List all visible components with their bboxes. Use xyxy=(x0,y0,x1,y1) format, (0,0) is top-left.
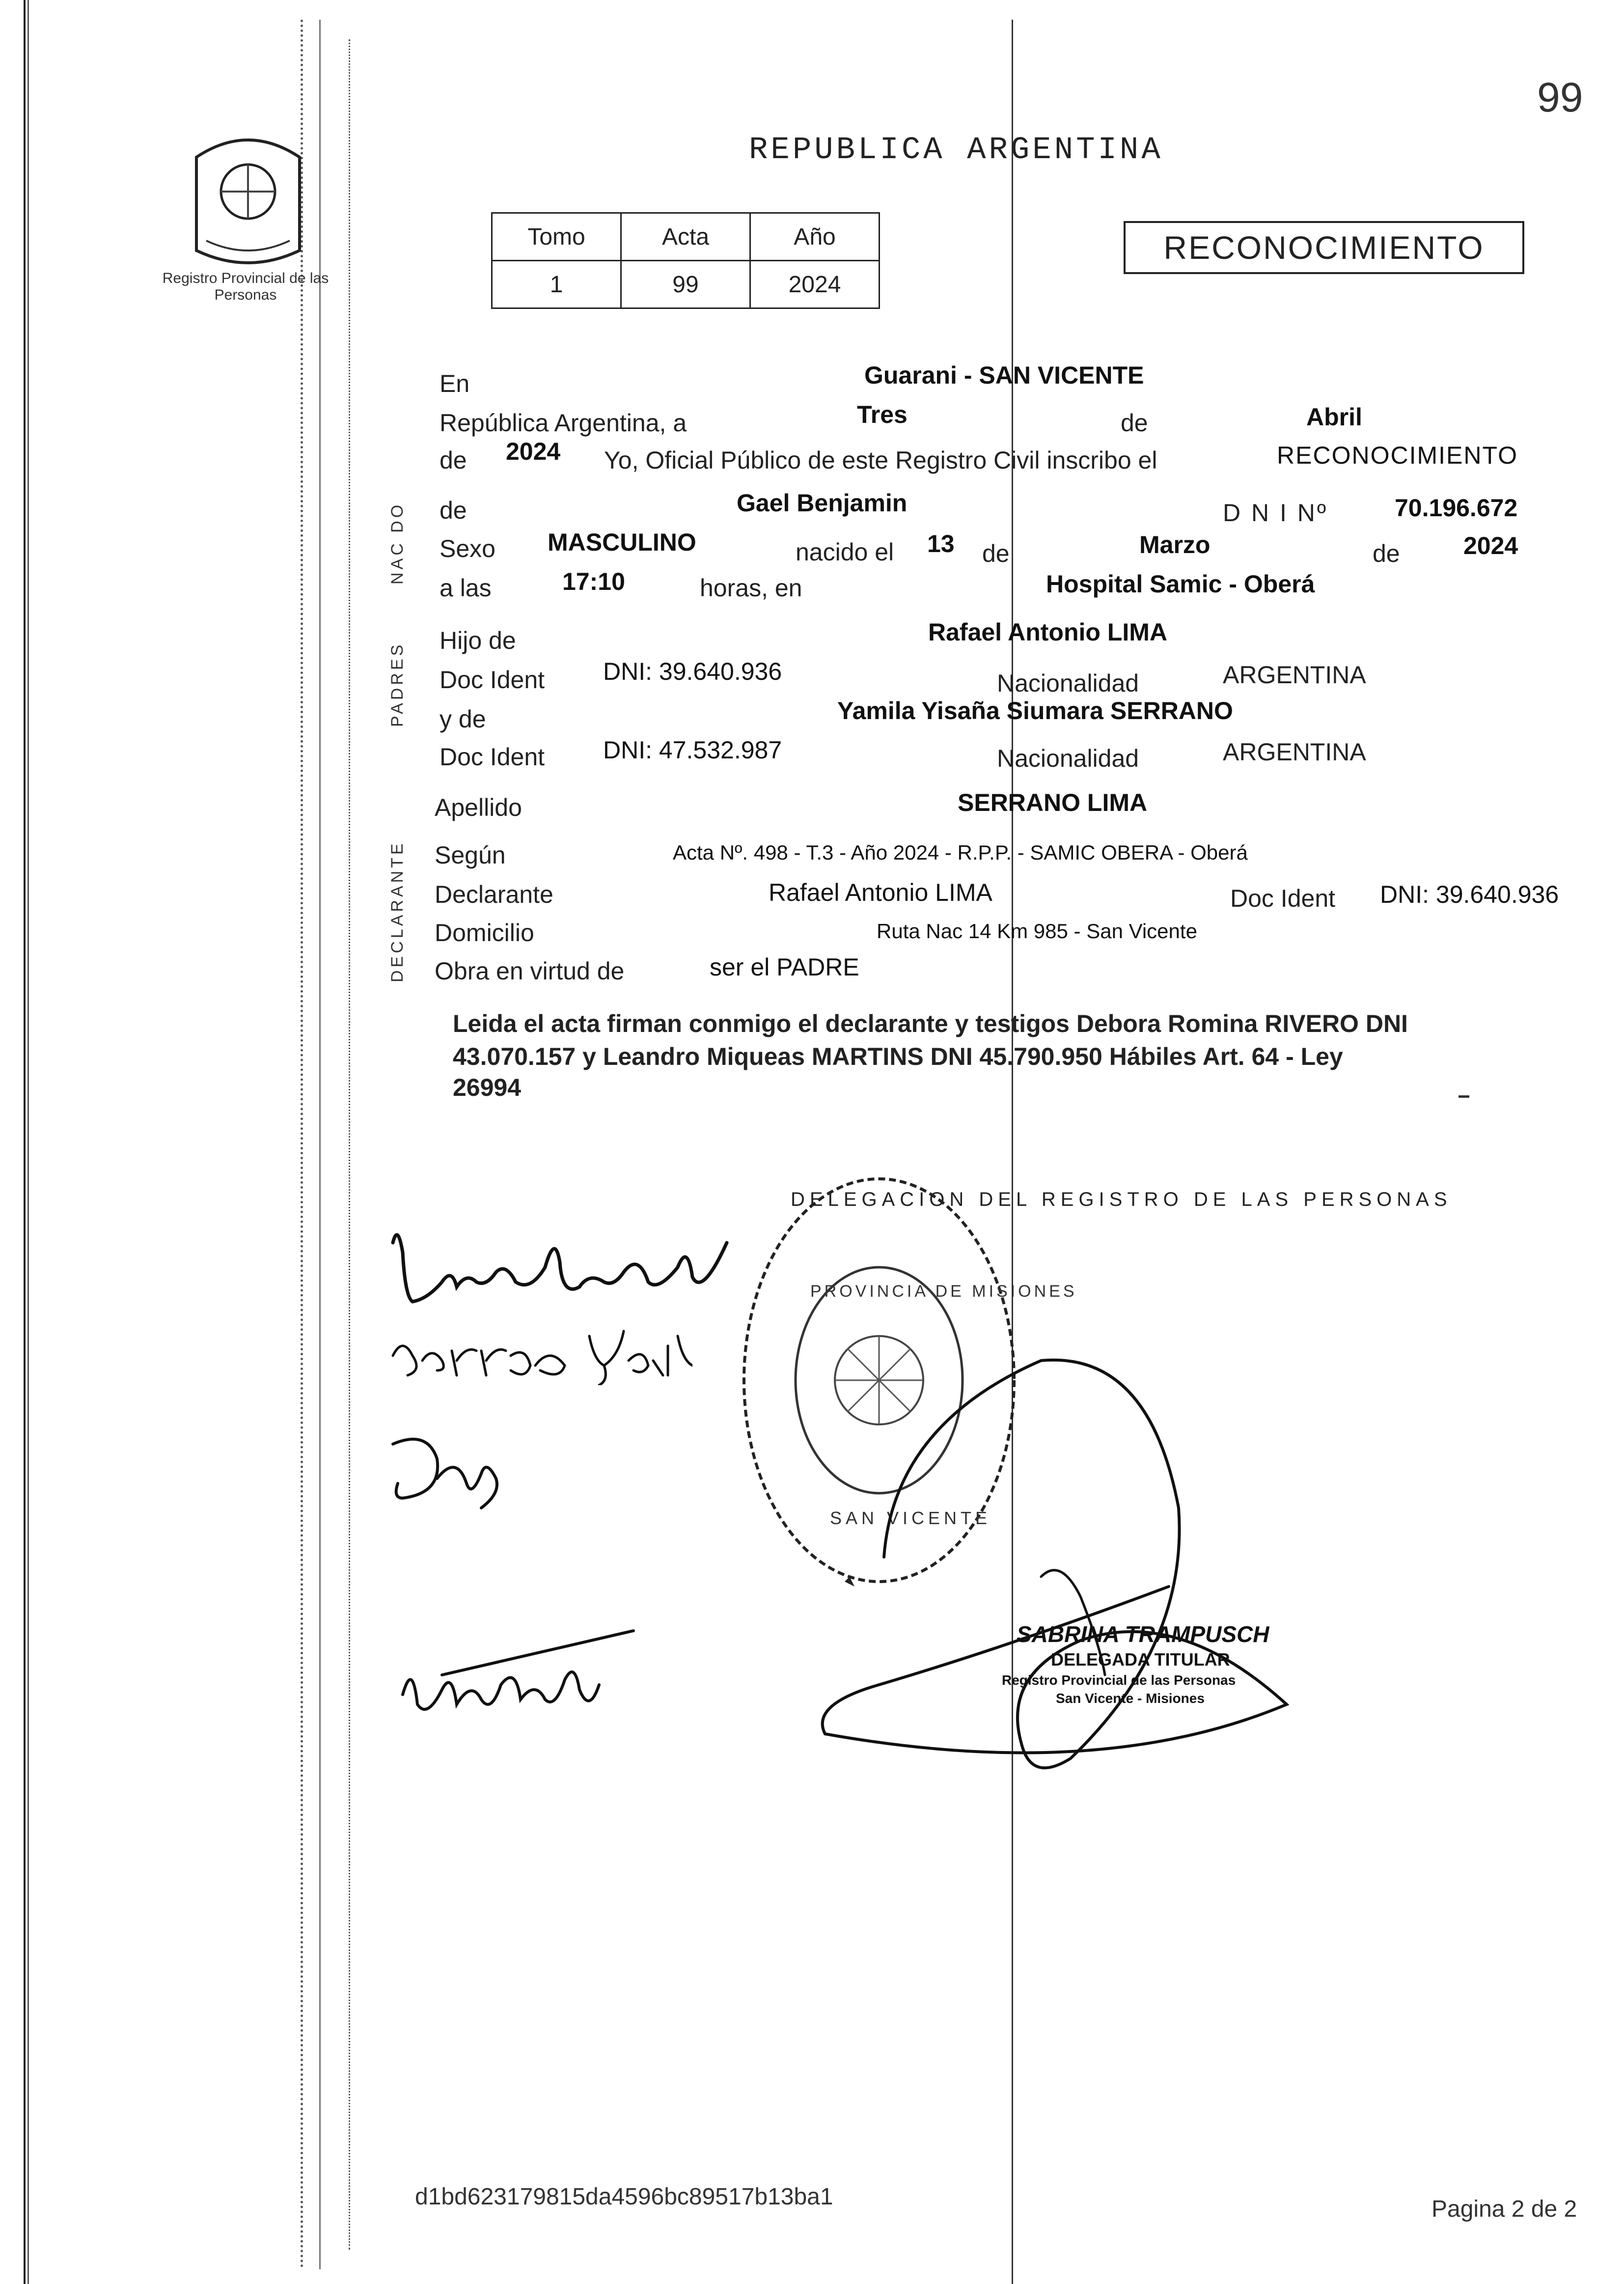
nac2-label: Nacionalidad xyxy=(997,745,1139,772)
inscribo-value: RECONOCIMIENTO xyxy=(1277,442,1518,469)
page-number: 99 xyxy=(1537,74,1583,120)
closing-text-line-1: Leida el acta firman conmigo el declarante y testigos Debora Romina RIVERO DNI xyxy=(453,1010,1408,1037)
closing-text-line-2: 43.070.157 y Leandro Miqueas MARTINS DNI 45.790.950 Hábiles Art. 64 - Ley xyxy=(453,1043,1343,1070)
provincial-stamp xyxy=(162,113,329,305)
de4-label: de xyxy=(982,540,1010,567)
header-anio: Año xyxy=(750,213,880,261)
nombre-value: Gael Benjamin xyxy=(737,489,908,517)
page-footer: Pagina 2 de 2 xyxy=(1431,2196,1577,2222)
header-acta: Acta xyxy=(621,213,750,261)
madre-value: Yamila Yisaña Siumara SERRANO xyxy=(837,697,1233,724)
de3-label: de xyxy=(440,497,467,524)
padre-value: Rafael Antonio LIMA xyxy=(928,618,1168,646)
declarante-label: Declarante xyxy=(435,881,553,908)
value-tomo: 1 xyxy=(492,261,621,308)
apellido-value: SERRANO LIMA xyxy=(958,789,1148,816)
signature-witness-1 xyxy=(383,1424,511,1513)
act-type-box: RECONOCIMIENTO xyxy=(1124,221,1524,274)
provincial-stamp-text: Registro Provincial de las Personas xyxy=(162,270,329,303)
nac1-value: ARGENTINA xyxy=(1223,661,1366,689)
apellido-label: Apellido xyxy=(435,794,522,821)
docid2-value: DNI: 47.532.987 xyxy=(603,736,782,764)
document-title: REPUBLICA ARGENTINA xyxy=(749,133,1163,168)
round-stamp-arc-text: DELEGACION DEL REGISTRO DE LAS PERSONAS xyxy=(791,1189,1452,1210)
nac1-label: Nacionalidad xyxy=(997,669,1139,697)
signature-serrano xyxy=(388,1316,692,1385)
yde-label: y de xyxy=(440,705,486,733)
round-stamp-inner-text: PROVINCIA DE MISIONES xyxy=(810,1282,1077,1301)
republica-label: República Argentina, a xyxy=(440,409,687,437)
segun-value: Acta Nº. 498 - T.3 - Año 2024 - R.P.P. - SAMIC OBERA - Oberá xyxy=(673,841,1248,864)
day-value: Tres xyxy=(857,401,908,428)
de2-label: de xyxy=(440,446,467,474)
perforation-line xyxy=(301,20,303,2269)
document-hash: d1bd623179815da4596bc89517b13ba1 xyxy=(415,2184,833,2210)
official-place: San Vicente - Misiones xyxy=(1056,1691,1205,1706)
side-label-padres: PADRES xyxy=(388,641,407,727)
declarante-value: Rafael Antonio LIMA xyxy=(769,879,992,906)
nac-month-value: Marzo xyxy=(1139,531,1211,558)
hijo-label: Hijo de xyxy=(440,627,516,654)
official-title: DELEGADA TITULAR xyxy=(1051,1649,1230,1670)
side-label-declarante: DECLARANTE xyxy=(388,840,407,982)
perforation-line-3 xyxy=(349,39,350,2250)
en-label: En xyxy=(440,370,470,397)
registry-table xyxy=(491,212,880,309)
nacido-label: nacido el xyxy=(796,538,894,566)
en-value: Guarani - SAN VICENTE xyxy=(864,362,1144,389)
hora-value: 17:10 xyxy=(562,568,625,595)
closing-text-line-3: 26994 xyxy=(453,1074,522,1101)
segun-label: Según xyxy=(435,841,506,869)
month-value: Abril xyxy=(1306,403,1362,431)
left-border-line-2 xyxy=(28,0,29,2284)
nac-day-value: 13 xyxy=(927,530,955,557)
round-stamp-bottom-text: SAN VICENTE xyxy=(830,1508,991,1528)
perforation-line-2 xyxy=(319,20,321,2269)
value-acta: 99 xyxy=(621,261,750,308)
header-tomo: Tomo xyxy=(492,213,621,261)
de5-label: de xyxy=(1373,540,1400,567)
domicilio-label: Domicilio xyxy=(435,919,534,947)
signature-witness-2 xyxy=(383,1621,638,1729)
dni-value: 70.196.672 xyxy=(1395,494,1518,522)
nac2-value: ARGENTINA xyxy=(1223,738,1366,766)
docid2-label: Doc Ident xyxy=(440,743,545,771)
docid3-value: DNI: 39.640.936 xyxy=(1380,881,1559,908)
nac-year-value: 2024 xyxy=(1463,532,1518,559)
fold-line xyxy=(1012,20,1013,2284)
docid1-value: DNI: 39.640.936 xyxy=(603,658,782,685)
side-label-nacido: NAC DO xyxy=(388,501,407,585)
value-anio: 2024 xyxy=(750,261,880,308)
oficial-text: Yo, Oficial Público de este Registro Civil inscribo el xyxy=(604,446,1157,474)
obra-value: ser el PADRE xyxy=(710,953,859,981)
horas-label: horas, en xyxy=(700,574,802,602)
signature-lima xyxy=(383,1213,737,1321)
year-value: 2024 xyxy=(506,438,561,465)
obra-label: Obra en virtud de xyxy=(435,957,625,985)
de-label: de xyxy=(1121,409,1148,437)
lugar-value: Hospital Samic - Oberá xyxy=(1046,570,1315,598)
official-name: SABRINA TRAMPUSCH xyxy=(1017,1621,1269,1647)
sexo-label: Sexo xyxy=(440,535,495,562)
domicilio-value: Ruta Nac 14 Km 985 - San Vicente xyxy=(877,919,1197,943)
alas-label: a las xyxy=(440,574,492,602)
official-signature xyxy=(805,1302,1296,1866)
sexo-value: MASCULINO xyxy=(548,529,696,556)
dni-label: D N I Nº xyxy=(1223,499,1328,527)
left-border-line xyxy=(24,0,26,2284)
docid3-label: Doc Ident xyxy=(1230,885,1336,912)
dash-mark xyxy=(1459,1095,1469,1098)
docid1-label: Doc Ident xyxy=(440,666,545,694)
official-office: Registro Provincial de las Personas xyxy=(1002,1672,1236,1688)
